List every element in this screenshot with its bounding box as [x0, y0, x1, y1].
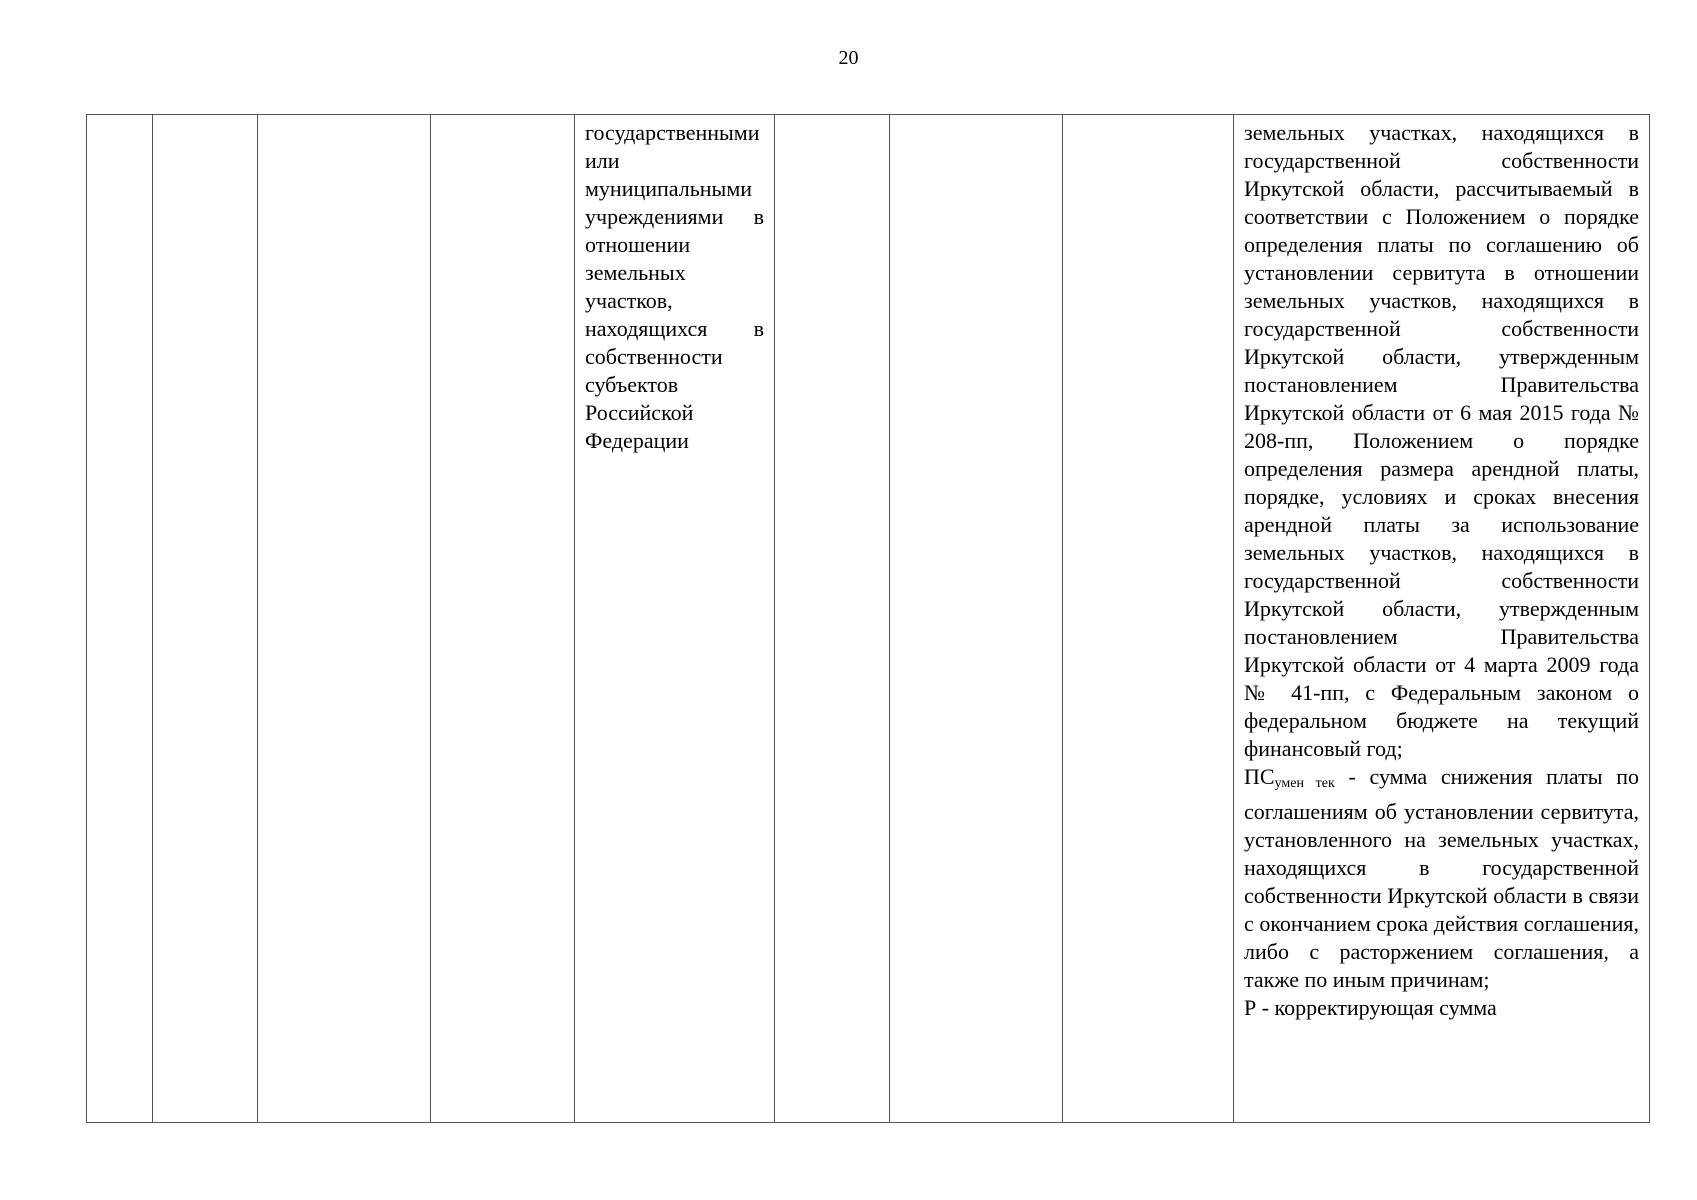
- table-cell-col1: [87, 115, 153, 1123]
- table-cell-col4: [431, 115, 575, 1123]
- table-cell-col2: [153, 115, 258, 1123]
- col9-paragraph-ps: [1244, 763, 1639, 994]
- table-cell-col7: [890, 115, 1063, 1123]
- table-cell-col5: [575, 115, 775, 1123]
- table-cell-col6: [775, 115, 890, 1123]
- table-cell-col8: [1063, 115, 1234, 1123]
- document-table: [86, 114, 1650, 1123]
- page-number: 20: [838, 47, 859, 69]
- col9-paragraph-p: Р - корректирующая сумма: [1244, 995, 1497, 1020]
- ps-symbol: ПС: [1244, 764, 1275, 789]
- col5-text: государственными или муниципальными учреждениями в отношении земельных участков, находящихся в собственности субъектов Российской Федерации: [585, 120, 764, 453]
- table-cell-col3: [258, 115, 431, 1123]
- table-cell-col9: [1234, 115, 1650, 1123]
- ps-subscript: умен тек: [1274, 776, 1335, 791]
- col9-text: [1234, 115, 1649, 1022]
- table-row: [87, 115, 1650, 1123]
- ps-definition: - сумма снижения платы по соглашениям об установлении сервитута, установленного на земельных участках, находящихся в государственной собственности Иркутской области в связи с окончанием срока действия соглашения, либо с расторжением соглашения, а также по иным причинам;: [1244, 764, 1639, 992]
- col9-paragraph-1: земельных участках, находящихся в государственной собственности Иркутской области, рассчитываемый в соответствии с Положением о порядке определения платы по соглашению об установлении сервитута в отношении земельных участков, находящихся в государственной собственности Иркутской области, утвержденным постановлением Правительства Иркутской области от 6 мая 2015 года № 208-пп, Положением о порядке определения размера арендной платы, порядке, условиях и сроках внесения арендной платы за использование земельных участков, находящихся в государственной собственности Иркутской области, утвержденным постановлением Правительства Иркутской области от 4 марта 2009 года № 41-пп, с Федеральным законом о федеральном бюджете на текущий финансовый год;: [1244, 120, 1639, 761]
